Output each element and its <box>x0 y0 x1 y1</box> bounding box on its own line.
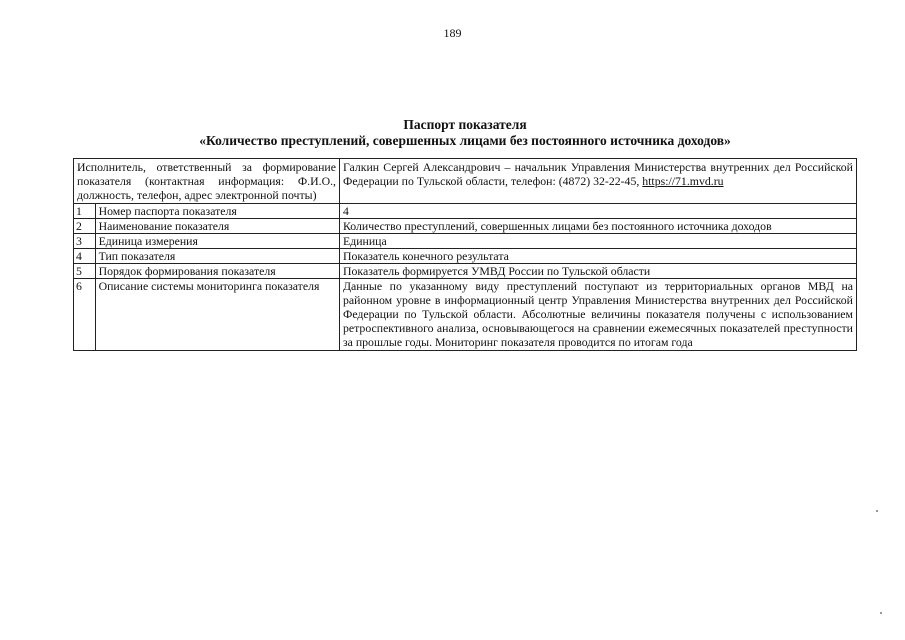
row-value: Единица <box>340 234 857 249</box>
row-number: 2 <box>74 219 96 234</box>
row-label: Единица измерения <box>95 234 339 249</box>
row-number: 4 <box>74 249 96 264</box>
table-row <box>74 264 857 279</box>
row-label: Описание системы мониторинга показателя <box>95 279 339 351</box>
row-label: Тип показателя <box>95 249 339 264</box>
table-row <box>74 219 857 234</box>
mvd-website-link[interactable]: https://71.mvd.ru <box>642 174 724 188</box>
row-number: 1 <box>74 204 96 219</box>
table-row-responsible <box>74 159 857 204</box>
scan-speck <box>876 510 878 512</box>
row-label: Номер паспорта показателя <box>95 204 339 219</box>
row-number: 6 <box>74 279 96 351</box>
table-row <box>74 204 857 219</box>
row-value: 4 <box>340 204 857 219</box>
row-label: Наименование показателя <box>95 219 339 234</box>
table-row <box>74 249 857 264</box>
title-line-2: «Количество преступлений, совершенных лицами без постоянного источника доходов» <box>199 133 731 148</box>
row-value: Данные по указанному виду преступлений поступают из территориальных органов МВД на районном уровне в информационный центр Управления Министерства внутренних дел Российской Федерации по Тульской области. Абсолютные величины показателя получены с использованием ретроспективного анализа, основывающегося на сравнении ежемесячных показателей преступности за прошлые годы. Мониторинг показателя проводится по итогам года <box>340 279 857 351</box>
row-value: Показатель конечного результата <box>340 249 857 264</box>
table-row <box>74 279 857 351</box>
indicator-passport-table <box>73 158 857 351</box>
responsible-label: Исполнитель, ответственный за формирование показателя (контактная информация: Ф.И.О., должность, телефон, адрес электронной почты) <box>74 159 340 204</box>
row-number: 3 <box>74 234 96 249</box>
document-title <box>120 117 810 149</box>
row-label: Порядок формирования показателя <box>95 264 339 279</box>
page-number: 189 <box>443 26 462 40</box>
row-value: Количество преступлений, совершенных лицами без постоянного источника доходов <box>340 219 857 234</box>
responsible-value <box>340 159 857 204</box>
row-value: Показатель формируется УМВД России по Тульской области <box>340 264 857 279</box>
scan-speck <box>880 612 882 614</box>
table-row <box>74 234 857 249</box>
title-line-1: Паспорт показателя <box>403 117 527 132</box>
responsible-text: Галкин Сергей Александрович – начальник Управления Министерства внутренних дел Российской Федерации по Тульской области, телефон: (4872) 32-22-45, <box>343 160 853 188</box>
row-number: 5 <box>74 264 96 279</box>
